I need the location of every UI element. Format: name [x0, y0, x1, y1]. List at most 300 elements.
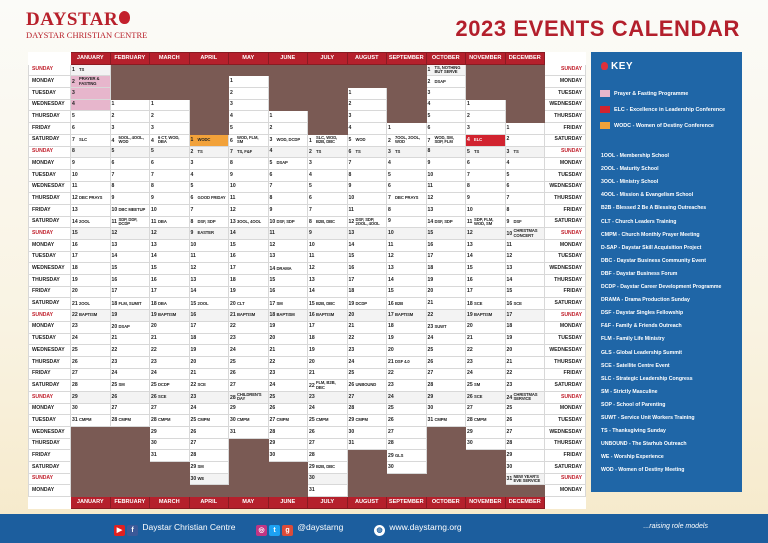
day-cell[interactable]: [505, 251, 545, 263]
day-cell[interactable]: [505, 391, 545, 403]
day-cell[interactable]: [150, 275, 190, 287]
day-cell[interactable]: [347, 240, 387, 252]
day-cell[interactable]: [466, 228, 506, 240]
day-cell[interactable]: [387, 123, 427, 135]
day-cell[interactable]: [308, 169, 348, 181]
day-cell[interactable]: [347, 134, 387, 146]
day-cell[interactable]: [308, 275, 348, 287]
day-cell[interactable]: [466, 286, 506, 298]
day-cell[interactable]: [268, 286, 308, 298]
day-cell[interactable]: [71, 368, 111, 380]
day-cell[interactable]: [71, 158, 111, 170]
day-cell[interactable]: [387, 345, 427, 357]
day-cell[interactable]: [268, 275, 308, 287]
day-cell[interactable]: [71, 99, 111, 111]
day-cell[interactable]: [426, 169, 466, 181]
day-cell[interactable]: [505, 356, 545, 368]
day-cell[interactable]: [387, 310, 427, 322]
day-cell[interactable]: [505, 368, 545, 380]
day-cell[interactable]: [150, 111, 190, 123]
day-cell[interactable]: [229, 158, 269, 170]
day-cell[interactable]: [308, 240, 348, 252]
day-cell[interactable]: [110, 134, 150, 146]
day-cell[interactable]: [505, 345, 545, 357]
day-cell[interactable]: [268, 158, 308, 170]
day-cell[interactable]: [387, 228, 427, 240]
day-cell[interactable]: [505, 204, 545, 216]
day-cell[interactable]: [308, 251, 348, 263]
day-cell[interactable]: [426, 158, 466, 170]
day-cell[interactable]: [71, 251, 111, 263]
day-cell[interactable]: [189, 204, 229, 216]
day-cell[interactable]: [347, 88, 387, 100]
day-cell[interactable]: [387, 169, 427, 181]
day-cell[interactable]: [347, 204, 387, 216]
day-cell[interactable]: [268, 345, 308, 357]
day-cell[interactable]: [426, 204, 466, 216]
day-cell[interactable]: [426, 228, 466, 240]
day-cell[interactable]: [466, 181, 506, 193]
day-cell[interactable]: [71, 415, 111, 427]
day-cell[interactable]: [308, 181, 348, 193]
day-cell[interactable]: [229, 181, 269, 193]
day-cell[interactable]: [268, 204, 308, 216]
day-cell[interactable]: [71, 380, 111, 392]
day-cell[interactable]: [229, 146, 269, 158]
day-cell[interactable]: [229, 169, 269, 181]
day-cell[interactable]: [268, 310, 308, 322]
day-cell[interactable]: [150, 240, 190, 252]
day-cell[interactable]: [308, 321, 348, 333]
day-cell[interactable]: [229, 403, 269, 415]
day-cell[interactable]: [347, 123, 387, 135]
day-cell[interactable]: [110, 391, 150, 403]
day-cell[interactable]: [308, 380, 348, 392]
day-cell[interactable]: [150, 123, 190, 135]
day-cell[interactable]: [426, 240, 466, 252]
day-cell[interactable]: [71, 88, 111, 100]
day-cell[interactable]: [71, 146, 111, 158]
day-cell[interactable]: [189, 368, 229, 380]
day-cell[interactable]: [71, 111, 111, 123]
day-cell[interactable]: [466, 169, 506, 181]
day-cell[interactable]: [308, 146, 348, 158]
day-cell[interactable]: [268, 169, 308, 181]
day-cell[interactable]: [150, 134, 190, 146]
day-cell[interactable]: [150, 228, 190, 240]
day-cell[interactable]: [150, 333, 190, 345]
day-cell[interactable]: [229, 76, 269, 88]
day-cell[interactable]: [387, 158, 427, 170]
day-cell[interactable]: [71, 263, 111, 275]
day-cell[interactable]: [110, 228, 150, 240]
day-cell[interactable]: [189, 391, 229, 403]
day-cell[interactable]: [426, 111, 466, 123]
day-cell[interactable]: [189, 345, 229, 357]
day-cell[interactable]: [189, 415, 229, 427]
day-cell[interactable]: [308, 193, 348, 205]
day-cell[interactable]: [110, 204, 150, 216]
day-cell[interactable]: [189, 181, 229, 193]
day-cell[interactable]: [347, 333, 387, 345]
day-cell[interactable]: [150, 427, 190, 439]
day-cell[interactable]: [505, 123, 545, 135]
day-cell[interactable]: [71, 193, 111, 205]
day-cell[interactable]: [426, 368, 466, 380]
youtube-icon[interactable]: ▶: [114, 525, 125, 536]
day-cell[interactable]: [466, 123, 506, 135]
footer-website-text[interactable]: www.daystarng.org: [389, 522, 462, 532]
day-cell[interactable]: [189, 286, 229, 298]
day-cell[interactable]: [110, 181, 150, 193]
day-cell[interactable]: [71, 403, 111, 415]
day-cell[interactable]: [268, 298, 308, 310]
day-cell[interactable]: [229, 333, 269, 345]
day-cell[interactable]: [110, 193, 150, 205]
day-cell[interactable]: [189, 275, 229, 287]
day-cell[interactable]: [110, 333, 150, 345]
day-cell[interactable]: [268, 438, 308, 450]
day-cell[interactable]: [426, 99, 466, 111]
day-cell[interactable]: [426, 88, 466, 100]
day-cell[interactable]: [426, 298, 466, 310]
day-cell[interactable]: [505, 333, 545, 345]
day-cell[interactable]: [426, 345, 466, 357]
day-cell[interactable]: [189, 462, 229, 474]
day-cell[interactable]: [150, 356, 190, 368]
day-cell[interactable]: [347, 403, 387, 415]
day-cell[interactable]: [268, 403, 308, 415]
day-cell[interactable]: [110, 368, 150, 380]
day-cell[interactable]: [308, 298, 348, 310]
day-cell[interactable]: [150, 146, 190, 158]
instagram-icon[interactable]: ◎: [256, 525, 267, 536]
day-cell[interactable]: [110, 216, 150, 228]
day-cell[interactable]: [150, 391, 190, 403]
day-cell[interactable]: [71, 356, 111, 368]
day-cell[interactable]: [189, 298, 229, 310]
day-cell[interactable]: [347, 286, 387, 298]
day-cell[interactable]: [110, 158, 150, 170]
day-cell[interactable]: [505, 380, 545, 392]
day-cell[interactable]: [347, 275, 387, 287]
day-cell[interactable]: [150, 368, 190, 380]
day-cell[interactable]: [71, 275, 111, 287]
day-cell[interactable]: [268, 391, 308, 403]
globe-icon[interactable]: ◍: [374, 525, 385, 536]
day-cell[interactable]: [268, 123, 308, 135]
facebook-icon[interactable]: f: [127, 525, 138, 536]
day-cell[interactable]: [150, 403, 190, 415]
day-cell[interactable]: [426, 333, 466, 345]
day-cell[interactable]: [189, 473, 229, 485]
day-cell[interactable]: [308, 427, 348, 439]
day-cell[interactable]: [387, 204, 427, 216]
day-cell[interactable]: [426, 263, 466, 275]
day-cell[interactable]: [387, 427, 427, 439]
day-cell[interactable]: [387, 415, 427, 427]
day-cell[interactable]: [308, 473, 348, 485]
day-cell[interactable]: [347, 99, 387, 111]
day-cell[interactable]: [71, 169, 111, 181]
day-cell[interactable]: [426, 310, 466, 322]
day-cell[interactable]: [347, 310, 387, 322]
day-cell[interactable]: [308, 462, 348, 474]
day-cell[interactable]: [229, 111, 269, 123]
day-cell[interactable]: [308, 368, 348, 380]
day-cell[interactable]: [466, 111, 506, 123]
day-cell[interactable]: [308, 216, 348, 228]
day-cell[interactable]: [426, 181, 466, 193]
day-cell[interactable]: [505, 169, 545, 181]
day-cell[interactable]: [229, 321, 269, 333]
day-cell[interactable]: [71, 134, 111, 146]
day-cell[interactable]: [347, 193, 387, 205]
day-cell[interactable]: [229, 356, 269, 368]
day-cell[interactable]: [150, 204, 190, 216]
day-cell[interactable]: [110, 169, 150, 181]
day-cell[interactable]: [505, 321, 545, 333]
day-cell[interactable]: [387, 298, 427, 310]
day-cell[interactable]: [268, 251, 308, 263]
day-cell[interactable]: [150, 415, 190, 427]
day-cell[interactable]: [229, 216, 269, 228]
day-cell[interactable]: [229, 275, 269, 287]
day-cell[interactable]: [347, 368, 387, 380]
day-cell[interactable]: [189, 228, 229, 240]
day-cell[interactable]: [387, 333, 427, 345]
day-cell[interactable]: [466, 310, 506, 322]
day-cell[interactable]: [268, 450, 308, 462]
day-cell[interactable]: [466, 275, 506, 287]
day-cell[interactable]: [189, 134, 229, 146]
day-cell[interactable]: [387, 450, 427, 462]
day-cell[interactable]: [347, 228, 387, 240]
day-cell[interactable]: [426, 193, 466, 205]
day-cell[interactable]: [466, 263, 506, 275]
day-cell[interactable]: [189, 321, 229, 333]
day-cell[interactable]: [347, 146, 387, 158]
day-cell[interactable]: [71, 64, 111, 76]
day-cell[interactable]: [229, 228, 269, 240]
day-cell[interactable]: [71, 298, 111, 310]
day-cell[interactable]: [308, 485, 348, 497]
day-cell[interactable]: [387, 380, 427, 392]
day-cell[interactable]: [426, 275, 466, 287]
day-cell[interactable]: [426, 76, 466, 88]
day-cell[interactable]: [308, 403, 348, 415]
day-cell[interactable]: [71, 181, 111, 193]
day-cell[interactable]: [387, 438, 427, 450]
day-cell[interactable]: [466, 99, 506, 111]
day-cell[interactable]: [466, 158, 506, 170]
day-cell[interactable]: [71, 240, 111, 252]
day-cell[interactable]: [466, 356, 506, 368]
day-cell[interactable]: [150, 169, 190, 181]
day-cell[interactable]: [268, 216, 308, 228]
day-cell[interactable]: [387, 146, 427, 158]
day-cell[interactable]: [426, 415, 466, 427]
day-cell[interactable]: [229, 99, 269, 111]
day-cell[interactable]: [387, 251, 427, 263]
day-cell[interactable]: [150, 321, 190, 333]
day-cell[interactable]: [505, 403, 545, 415]
day-cell[interactable]: [229, 134, 269, 146]
day-cell[interactable]: [505, 134, 545, 146]
day-cell[interactable]: [347, 438, 387, 450]
day-cell[interactable]: [268, 356, 308, 368]
day-cell[interactable]: [466, 134, 506, 146]
day-cell[interactable]: [229, 391, 269, 403]
day-cell[interactable]: [466, 298, 506, 310]
day-cell[interactable]: [150, 345, 190, 357]
day-cell[interactable]: [229, 251, 269, 263]
day-cell[interactable]: [110, 146, 150, 158]
day-cell[interactable]: [150, 193, 190, 205]
day-cell[interactable]: [308, 134, 348, 146]
day-cell[interactable]: [466, 391, 506, 403]
day-cell[interactable]: [150, 310, 190, 322]
day-cell[interactable]: [189, 427, 229, 439]
day-cell[interactable]: [150, 380, 190, 392]
day-cell[interactable]: [229, 123, 269, 135]
day-cell[interactable]: [150, 298, 190, 310]
day-cell[interactable]: [71, 310, 111, 322]
day-cell[interactable]: [268, 134, 308, 146]
day-cell[interactable]: [466, 427, 506, 439]
day-cell[interactable]: [308, 286, 348, 298]
day-cell[interactable]: [466, 403, 506, 415]
day-cell[interactable]: [229, 193, 269, 205]
day-cell[interactable]: [466, 240, 506, 252]
day-cell[interactable]: [268, 263, 308, 275]
day-cell[interactable]: [347, 415, 387, 427]
day-cell[interactable]: [387, 391, 427, 403]
day-cell[interactable]: [150, 286, 190, 298]
day-cell[interactable]: [110, 415, 150, 427]
google-plus-icon[interactable]: g: [282, 525, 293, 536]
day-cell[interactable]: [426, 286, 466, 298]
day-cell[interactable]: [347, 216, 387, 228]
day-cell[interactable]: [110, 310, 150, 322]
day-cell[interactable]: [268, 368, 308, 380]
day-cell[interactable]: [466, 216, 506, 228]
day-cell[interactable]: [466, 321, 506, 333]
day-cell[interactable]: [150, 251, 190, 263]
day-cell[interactable]: [387, 181, 427, 193]
day-cell[interactable]: [189, 240, 229, 252]
day-cell[interactable]: [189, 193, 229, 205]
day-cell[interactable]: [189, 438, 229, 450]
day-cell[interactable]: [466, 438, 506, 450]
day-cell[interactable]: [347, 251, 387, 263]
day-cell[interactable]: [110, 111, 150, 123]
day-cell[interactable]: [189, 380, 229, 392]
day-cell[interactable]: [229, 427, 269, 439]
day-cell[interactable]: [110, 356, 150, 368]
day-cell[interactable]: [505, 158, 545, 170]
day-cell[interactable]: [110, 240, 150, 252]
day-cell[interactable]: [229, 88, 269, 100]
day-cell[interactable]: [466, 368, 506, 380]
day-cell[interactable]: [387, 368, 427, 380]
day-cell[interactable]: [308, 345, 348, 357]
day-cell[interactable]: [426, 380, 466, 392]
day-cell[interactable]: [426, 216, 466, 228]
day-cell[interactable]: [466, 345, 506, 357]
day-cell[interactable]: [387, 240, 427, 252]
day-cell[interactable]: [347, 391, 387, 403]
day-cell[interactable]: [71, 391, 111, 403]
day-cell[interactable]: [110, 286, 150, 298]
day-cell[interactable]: [308, 263, 348, 275]
day-cell[interactable]: [426, 403, 466, 415]
day-cell[interactable]: [347, 263, 387, 275]
day-cell[interactable]: [189, 450, 229, 462]
day-cell[interactable]: [189, 310, 229, 322]
day-cell[interactable]: [505, 462, 545, 474]
day-cell[interactable]: [110, 123, 150, 135]
day-cell[interactable]: [505, 263, 545, 275]
day-cell[interactable]: [347, 181, 387, 193]
day-cell[interactable]: [387, 134, 427, 146]
day-cell[interactable]: [229, 380, 269, 392]
day-cell[interactable]: [268, 380, 308, 392]
day-cell[interactable]: [110, 380, 150, 392]
day-cell[interactable]: [426, 391, 466, 403]
day-cell[interactable]: [505, 438, 545, 450]
day-cell[interactable]: [387, 462, 427, 474]
day-cell[interactable]: [466, 415, 506, 427]
day-cell[interactable]: [268, 111, 308, 123]
day-cell[interactable]: [71, 204, 111, 216]
day-cell[interactable]: [150, 99, 190, 111]
day-cell[interactable]: [150, 158, 190, 170]
day-cell[interactable]: [268, 228, 308, 240]
day-cell[interactable]: [466, 251, 506, 263]
day-cell[interactable]: [308, 310, 348, 322]
day-cell[interactable]: [229, 204, 269, 216]
day-cell[interactable]: [308, 356, 348, 368]
day-cell[interactable]: [387, 263, 427, 275]
day-cell[interactable]: [71, 216, 111, 228]
day-cell[interactable]: [71, 333, 111, 345]
day-cell[interactable]: [268, 193, 308, 205]
day-cell[interactable]: [505, 415, 545, 427]
day-cell[interactable]: [347, 111, 387, 123]
day-cell[interactable]: [426, 146, 466, 158]
day-cell[interactable]: [308, 204, 348, 216]
day-cell[interactable]: [505, 286, 545, 298]
day-cell[interactable]: [150, 450, 190, 462]
day-cell[interactable]: [505, 298, 545, 310]
day-cell[interactable]: [505, 228, 545, 240]
day-cell[interactable]: [229, 298, 269, 310]
day-cell[interactable]: [505, 240, 545, 252]
day-cell[interactable]: [229, 263, 269, 275]
day-cell[interactable]: [426, 123, 466, 135]
day-cell[interactable]: [505, 181, 545, 193]
day-cell[interactable]: [189, 403, 229, 415]
day-cell[interactable]: [308, 228, 348, 240]
day-cell[interactable]: [387, 275, 427, 287]
day-cell[interactable]: [150, 216, 190, 228]
day-cell[interactable]: [347, 321, 387, 333]
day-cell[interactable]: [387, 321, 427, 333]
day-cell[interactable]: [308, 391, 348, 403]
day-cell[interactable]: [347, 298, 387, 310]
day-cell[interactable]: [189, 356, 229, 368]
